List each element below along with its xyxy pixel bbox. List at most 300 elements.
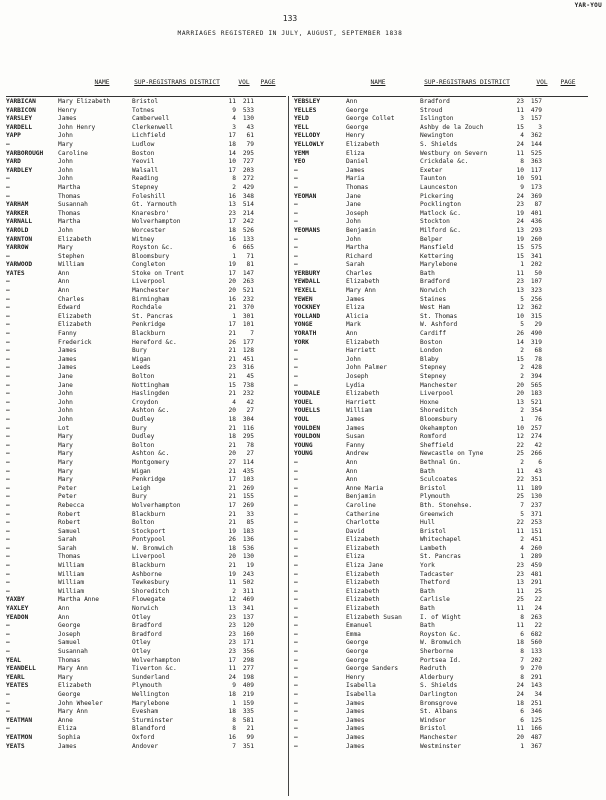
entry-forename: Sarah xyxy=(346,261,365,269)
entry-page: 436 xyxy=(530,218,542,226)
entry-surname: — xyxy=(6,622,10,630)
entry-forename: Stephen xyxy=(58,252,85,260)
entry-district: St. Pancras xyxy=(420,553,461,561)
entry-surname: — xyxy=(6,501,10,509)
entry-district: Wolverhampton xyxy=(132,656,181,664)
entry-surname: — xyxy=(6,321,10,329)
entry-district: Bradford xyxy=(132,622,162,630)
entry-surname: YARBICAN xyxy=(6,98,36,105)
entry-page: 409 xyxy=(242,682,254,690)
entry-district: Carlisle xyxy=(420,596,450,604)
entry-forename: Elizabeth xyxy=(346,570,380,578)
entry-district: Taunton xyxy=(420,175,447,183)
register-entry-row xyxy=(294,614,542,623)
entry-volume: 24 xyxy=(516,218,524,226)
entry-volume: 11 xyxy=(228,665,236,673)
entry-volume: 3 xyxy=(232,123,236,131)
entry-district: Wolverhampton xyxy=(132,501,181,509)
entry-surname: — xyxy=(294,218,298,226)
entry-page: 128 xyxy=(242,347,254,355)
entry-page: 260 xyxy=(530,544,542,552)
entry-volume: 2 xyxy=(520,347,524,355)
entry-page: 214 xyxy=(242,209,254,217)
entry-district: Bethnal Gn. xyxy=(420,458,461,466)
entry-surname: — xyxy=(294,536,298,544)
entry-forename: Martha xyxy=(58,218,81,226)
entry-page: 727 xyxy=(242,158,254,166)
entry-page: 160 xyxy=(242,630,254,638)
entry-surname: YELL xyxy=(294,123,309,131)
entry-surname: YATES xyxy=(6,269,25,277)
entry-forename: John xyxy=(346,235,361,243)
entry-district: Sherborne xyxy=(420,648,454,655)
entry-surname: — xyxy=(6,355,10,363)
entry-district: S. Shields xyxy=(420,682,458,690)
entry-district: Westminster xyxy=(420,742,461,750)
entry-district: Bath xyxy=(420,622,435,630)
entry-forename: Mary Ann xyxy=(58,665,88,673)
entry-surname: — xyxy=(294,725,298,733)
entry-surname: YONGE xyxy=(294,321,313,329)
entry-district: Hoxne xyxy=(420,398,439,406)
entry-surname: YARROW xyxy=(6,244,29,252)
entry-district: St. Pancras xyxy=(132,312,173,320)
register-entry-row xyxy=(6,107,254,116)
register-entry-row xyxy=(6,717,254,726)
entry-forename: William xyxy=(58,579,85,587)
register-entry-row xyxy=(6,536,254,545)
entry-volume: 23 xyxy=(516,98,524,105)
entry-page: 78 xyxy=(534,355,542,363)
entry-district: Wigan xyxy=(132,467,151,475)
entry-surname: — xyxy=(6,373,10,380)
entry-volume: 12 xyxy=(228,596,236,604)
entry-page: 219 xyxy=(242,690,254,698)
entry-page: 173 xyxy=(530,183,542,191)
entry-district: Liverpool xyxy=(132,553,166,561)
entry-district: Royston &c. xyxy=(420,630,461,638)
entry-forename: James xyxy=(346,733,365,741)
entry-surname: — xyxy=(294,562,298,570)
entry-page: 291 xyxy=(530,673,542,681)
entry-page: 429 xyxy=(242,183,254,191)
register-entry-row xyxy=(6,201,254,210)
register-entry-row xyxy=(294,665,542,674)
entry-district: Westbury on Severn xyxy=(420,149,488,157)
entry-forename: Susannah xyxy=(58,648,88,655)
entry-surname: — xyxy=(6,493,10,501)
entry-page: 257 xyxy=(530,424,542,432)
entry-volume: 20 xyxy=(228,553,236,561)
register-entry-row xyxy=(6,236,254,245)
register-entry-row xyxy=(6,339,254,348)
register-entry-row xyxy=(294,657,542,666)
register-entry-row xyxy=(294,296,542,305)
entry-district: Nottingham xyxy=(132,381,170,389)
entry-forename: Benjamin xyxy=(346,226,376,234)
entry-page: 351 xyxy=(530,476,542,484)
header-district-right: SUP-REGISTRARS DISTRICT xyxy=(424,79,510,86)
register-entry-row xyxy=(294,528,542,537)
entry-page: 272 xyxy=(242,175,254,183)
register-entry-row xyxy=(6,416,254,425)
register-entry-row xyxy=(294,399,542,408)
entry-surname: YARBICON xyxy=(6,106,36,114)
entry-surname: — xyxy=(294,622,298,630)
entry-district: Whitechapel xyxy=(420,536,461,544)
entry-surname: — xyxy=(294,484,298,492)
entry-district: Birmingham xyxy=(132,295,170,303)
entry-forename: Isabella xyxy=(346,682,376,690)
entry-district: Tadcaster xyxy=(420,570,454,578)
entry-volume: 18 xyxy=(516,639,524,647)
entry-district: Bth. Stonehse. xyxy=(420,501,473,509)
entry-page: 7 xyxy=(250,330,254,338)
register-entry-row xyxy=(6,261,254,270)
entry-page: 99 xyxy=(246,733,254,741)
entry-page: 526 xyxy=(242,226,254,234)
register-entry-row xyxy=(294,124,542,133)
entry-page: 22 xyxy=(534,622,542,630)
register-entry-row xyxy=(6,150,254,159)
entry-surname: — xyxy=(6,364,10,372)
entry-volume: 8 xyxy=(232,725,236,733)
entry-volume: 21 xyxy=(228,467,236,475)
register-entry-row xyxy=(6,270,254,279)
entry-forename: Eliza xyxy=(346,149,365,157)
entry-page: 316 xyxy=(242,364,254,372)
register-entry-row xyxy=(294,734,542,743)
entry-surname: — xyxy=(294,639,298,647)
entry-surname: — xyxy=(6,450,10,458)
entry-forename: Mary xyxy=(58,458,73,466)
entry-page: 120 xyxy=(242,622,254,630)
entry-district: St. Albans xyxy=(420,708,458,716)
entry-district: Bradford xyxy=(132,630,162,638)
entry-district: Oxford xyxy=(132,733,155,741)
entry-district: Bath xyxy=(420,269,435,277)
entry-surname: YEATMON xyxy=(6,733,33,741)
entry-surname: — xyxy=(294,244,298,252)
entry-district: Alderbury xyxy=(420,673,454,681)
entry-volume: 24 xyxy=(516,192,524,200)
entry-page: 144 xyxy=(530,140,542,148)
entry-forename: James xyxy=(346,725,365,733)
register-entry-row xyxy=(6,244,254,253)
register-entry-row xyxy=(6,227,254,236)
entry-forename: John xyxy=(346,355,361,363)
register-entry-row xyxy=(294,631,542,640)
entry-forename: Robert xyxy=(58,510,81,518)
entry-volume: 21 xyxy=(228,562,236,570)
entry-surname: — xyxy=(294,544,298,552)
entry-district: Pickering xyxy=(420,192,454,200)
entry-district: Penkridge xyxy=(132,321,166,329)
entry-forename: Elizabeth xyxy=(58,682,92,690)
entry-volume: 23 xyxy=(516,570,524,578)
register-entry-row xyxy=(294,330,542,339)
entry-district: Manchester xyxy=(420,733,458,741)
entry-forename: Alicia xyxy=(346,312,369,320)
entry-page: 560 xyxy=(530,639,542,647)
register-entry-row xyxy=(6,545,254,554)
entry-page: 479 xyxy=(530,106,542,114)
entry-volume: 26 xyxy=(516,330,524,338)
entry-surname: — xyxy=(6,347,10,355)
entry-page: 202 xyxy=(530,261,542,269)
entry-page: 133 xyxy=(242,235,254,243)
entry-forename: John xyxy=(58,166,73,174)
entry-volume: 11 xyxy=(516,269,524,277)
entry-page: 341 xyxy=(530,252,542,260)
entry-district: Dudley xyxy=(132,433,155,441)
entry-volume: 14 xyxy=(228,149,236,157)
entry-forename: Peter xyxy=(58,493,77,501)
entry-district: West Ham xyxy=(420,304,450,312)
entry-forename: Mary xyxy=(58,433,73,441)
entry-surname: YOCKNEY xyxy=(294,304,321,312)
entry-surname: — xyxy=(294,527,298,535)
entry-district: Otley xyxy=(132,648,151,655)
entry-surname: — xyxy=(6,390,10,398)
entry-page: 289 xyxy=(530,553,542,561)
entry-forename: Sophia xyxy=(58,733,81,741)
register-entry-row xyxy=(6,124,254,133)
entry-volume: 1 xyxy=(520,415,524,423)
entry-volume: 27 xyxy=(228,458,236,466)
register-entry-row xyxy=(6,734,254,743)
register-entry-row xyxy=(294,356,542,365)
entry-surname: YEANDELL xyxy=(6,665,36,673)
entry-volume: 1 xyxy=(232,252,236,260)
entry-volume: 21 xyxy=(228,493,236,501)
entry-surname: YEO xyxy=(294,158,306,166)
register-entry-row xyxy=(6,98,254,107)
entry-page: 130 xyxy=(242,553,254,561)
entry-district: Lambeth xyxy=(420,544,447,552)
entry-district: Matlock &c. xyxy=(420,209,461,217)
entry-surname: — xyxy=(6,699,10,707)
register-entry-row xyxy=(6,553,254,562)
register-entry-row xyxy=(294,596,542,605)
entry-surname: YOLLAND xyxy=(294,312,321,320)
entry-surname: — xyxy=(6,330,10,338)
entry-volume: 26 xyxy=(228,536,236,544)
entry-surname: — xyxy=(6,278,10,286)
entry-district: Plymouth xyxy=(132,682,162,690)
entry-surname: — xyxy=(6,338,10,346)
entry-page: 490 xyxy=(530,330,542,338)
entry-district: Stoke on Trent xyxy=(132,269,185,277)
entry-volume: 24 xyxy=(516,140,524,148)
entry-forename: William xyxy=(58,587,85,595)
entry-surname: — xyxy=(6,648,10,655)
entry-district: Leigh xyxy=(132,484,151,492)
entry-forename: Peter xyxy=(58,484,77,492)
register-entry-row xyxy=(6,725,254,734)
entry-forename: Eliza xyxy=(346,553,365,561)
entry-volume: 15 xyxy=(516,123,524,131)
entry-forename: Mary Ann xyxy=(346,287,376,295)
entry-volume: 17 xyxy=(228,321,236,329)
entry-forename: Mary xyxy=(58,673,73,681)
entry-surname: YOUDALE xyxy=(294,390,321,398)
entry-forename: Benjamin xyxy=(346,493,376,501)
entry-volume: 19 xyxy=(228,527,236,535)
entry-volume: 21 xyxy=(228,330,236,338)
entry-page: 514 xyxy=(242,201,254,209)
entry-surname: — xyxy=(6,183,10,191)
entry-surname: YEMM xyxy=(294,149,309,157)
entry-surname: — xyxy=(294,690,298,698)
entry-volume: 2 xyxy=(520,373,524,380)
entry-forename: Elizabeth xyxy=(346,579,380,587)
register-entry-row xyxy=(6,648,254,657)
entry-page: 341 xyxy=(242,605,254,613)
entry-forename: John xyxy=(58,390,73,398)
entry-forename: Fanny xyxy=(58,330,77,338)
entry-forename: Eliza xyxy=(58,725,77,733)
register-entry-row xyxy=(6,399,254,408)
entry-district: Bath xyxy=(420,467,435,475)
entry-surname: — xyxy=(294,587,298,595)
entry-forename: Ann xyxy=(346,467,358,475)
register-entry-row xyxy=(6,605,254,614)
register-entry-row xyxy=(294,562,542,571)
register-entry-row xyxy=(294,132,542,141)
register-entry-row xyxy=(6,614,254,623)
entry-district: Bristol xyxy=(420,527,447,535)
entry-forename: George Sanders xyxy=(346,665,399,673)
entry-district: Foleshill xyxy=(132,192,166,200)
entry-page: 68 xyxy=(534,347,542,355)
entry-forename: Henry xyxy=(346,132,365,140)
entry-volume: 15 xyxy=(516,252,524,260)
register-entry-row xyxy=(294,639,542,648)
entry-forename: Henry xyxy=(346,673,365,681)
entry-page: 591 xyxy=(530,175,542,183)
entry-forename: Charles xyxy=(58,295,85,303)
entry-surname: — xyxy=(294,476,298,484)
register-entry-row xyxy=(6,175,254,184)
entry-forename: John Henry xyxy=(58,123,96,131)
entry-page: 263 xyxy=(242,278,254,286)
register-entry-row xyxy=(294,476,542,485)
entry-surname: YEWEN xyxy=(294,295,313,303)
entry-district: London xyxy=(420,347,443,355)
entry-forename: John xyxy=(58,158,73,166)
entry-volume: 13 xyxy=(228,605,236,613)
register-entry-row xyxy=(294,373,542,382)
entry-page: 25 xyxy=(534,587,542,595)
entry-forename: Isabella xyxy=(346,690,376,698)
entry-district: Reading xyxy=(132,175,159,183)
entry-district: Kettering xyxy=(420,252,454,260)
entry-forename: John Wheeler xyxy=(58,699,103,707)
entry-page: 362 xyxy=(530,304,542,312)
register-entry-row xyxy=(294,450,542,459)
entry-surname: — xyxy=(6,553,10,561)
entry-forename: William xyxy=(58,261,85,269)
entry-volume: 18 xyxy=(228,415,236,423)
entry-volume: 9 xyxy=(232,106,236,114)
entry-page: 198 xyxy=(242,673,254,681)
entry-district: Totnes xyxy=(132,106,155,114)
register-entry-row xyxy=(294,115,542,124)
entry-page: 237 xyxy=(530,501,542,509)
entry-forename: Emma xyxy=(346,630,361,638)
register-entry-row xyxy=(294,622,542,631)
entry-page: 137 xyxy=(242,613,254,621)
register-entry-row xyxy=(294,648,542,657)
register-entry-row xyxy=(6,218,254,227)
entry-surname: YELLODY xyxy=(294,132,321,140)
entry-volume: 26 xyxy=(228,338,236,346)
entry-volume: 21 xyxy=(228,441,236,449)
entry-page: 362 xyxy=(530,132,542,140)
entries-left-column xyxy=(6,98,254,751)
entry-forename: Elizabeth xyxy=(58,321,92,329)
entry-volume: 6 xyxy=(520,708,524,716)
entry-district: Bolton xyxy=(132,373,155,380)
column-divider xyxy=(288,96,289,796)
entry-district: Sculcoates xyxy=(420,476,458,484)
entry-forename: Anne Maria xyxy=(346,484,384,492)
entry-page: 323 xyxy=(530,287,542,295)
entry-volume: 10 xyxy=(516,175,524,183)
entry-forename: George xyxy=(58,622,81,630)
register-entry-row xyxy=(6,373,254,382)
entry-volume: 23 xyxy=(228,639,236,647)
entry-forename: Anne xyxy=(58,716,73,724)
entry-surname: — xyxy=(294,501,298,509)
register-entry-row xyxy=(6,433,254,442)
entry-forename: Harriett xyxy=(346,398,376,406)
entry-district: Otley xyxy=(132,613,151,621)
entry-surname: YORATH xyxy=(294,330,317,338)
entry-page: 565 xyxy=(530,381,542,389)
entry-surname: — xyxy=(294,579,298,587)
entry-district: Leeds xyxy=(132,364,151,372)
register-entry-row xyxy=(294,545,542,554)
entry-forename: George xyxy=(346,106,369,114)
entry-volume: 5 xyxy=(520,510,524,518)
entry-page: 367 xyxy=(530,742,542,750)
entry-forename: James xyxy=(346,742,365,750)
register-entry-row xyxy=(294,236,542,245)
entry-forename: Richard xyxy=(346,252,373,260)
entry-forename: Mary xyxy=(58,244,73,252)
entry-forename: Charles xyxy=(346,269,373,277)
entry-forename: Ann xyxy=(346,330,358,338)
entry-forename: Jane xyxy=(346,201,361,209)
entry-volume: 11 xyxy=(516,622,524,630)
entry-forename: Jane xyxy=(58,381,73,389)
entry-volume: 18 xyxy=(228,690,236,698)
entry-surname: — xyxy=(6,476,10,484)
entry-volume: 15 xyxy=(516,244,524,252)
entry-forename: Ann xyxy=(58,605,70,613)
register-entry-row xyxy=(294,717,542,726)
entry-page: 177 xyxy=(242,338,254,346)
entry-forename: Joseph xyxy=(346,373,369,380)
entry-volume: 17 xyxy=(228,501,236,509)
entry-surname: YOULDON xyxy=(294,433,321,441)
entry-surname: — xyxy=(6,639,10,647)
entry-surname: — xyxy=(6,690,10,698)
entry-page: 151 xyxy=(530,527,542,535)
register-entry-row xyxy=(6,193,254,202)
